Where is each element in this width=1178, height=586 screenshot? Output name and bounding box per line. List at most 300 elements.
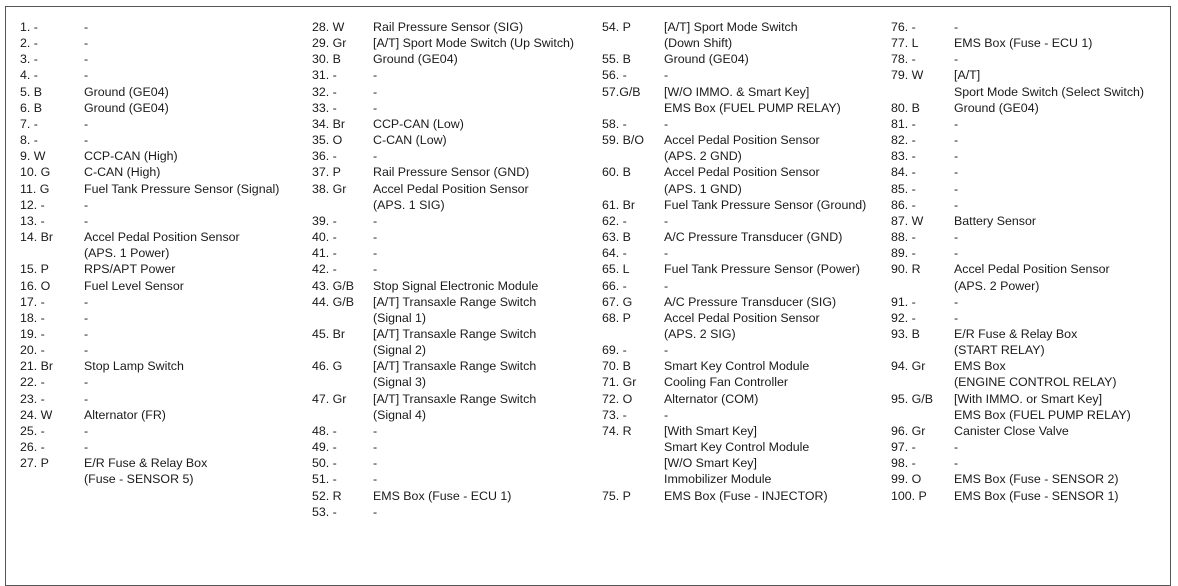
pin-number — [20, 245, 84, 261]
pin-row — [20, 342, 305, 358]
pin-description: - — [84, 20, 89, 34]
pin-row — [312, 439, 597, 455]
pin-number: 76. - — [891, 20, 916, 34]
pin-number: 83. - — [891, 149, 916, 164]
pin-row — [602, 278, 887, 294]
pin-column-4 — [891, 19, 1166, 504]
pin-number: 14. Br — [20, 230, 54, 245]
pin-row — [312, 407, 597, 423]
pin-number: 26. - — [20, 440, 45, 455]
pin-number: 9. W — [20, 149, 46, 164]
pin-row — [312, 358, 597, 374]
pin-description: [With IMMO. or Smart Key] — [954, 391, 1103, 406]
pin-row — [312, 310, 597, 326]
pin-number: 48. - — [312, 423, 337, 438]
pin-description: CCP-CAN (Low) — [373, 116, 464, 131]
pin-description: - — [84, 310, 89, 325]
pin-number — [891, 374, 954, 390]
pin-row — [602, 67, 887, 83]
pin-number: 60. B — [602, 165, 631, 180]
pin-description: Rail Pressure Sensor (GND) — [373, 165, 530, 180]
pin-row — [20, 35, 305, 51]
pin-row — [20, 310, 305, 326]
pin-table-frame — [5, 6, 1171, 586]
pin-number: 69. - — [602, 343, 627, 358]
pin-description: EMS Box (FUEL PUMP RELAY) — [954, 407, 1131, 422]
pin-description: - — [954, 197, 959, 212]
pin-description: - — [954, 165, 959, 180]
pin-description: - — [373, 262, 378, 277]
pin-number: 16. O — [20, 278, 51, 293]
pin-number: 94. Gr — [891, 359, 926, 374]
pin-row — [602, 164, 887, 180]
pin-row — [602, 51, 887, 67]
pin-column-3 — [602, 19, 887, 504]
pin-number: 97. - — [891, 440, 916, 455]
pin-number: 22. - — [20, 375, 45, 390]
pin-number: 12. - — [20, 197, 45, 212]
pin-number: 85. - — [891, 181, 916, 196]
pin-description: Stop Lamp Switch — [84, 359, 184, 374]
pin-row — [20, 261, 305, 277]
pin-description: Rail Pressure Sensor (SIG) — [373, 20, 524, 34]
pin-number: 44. G/B — [312, 294, 355, 309]
pin-description: (Fuse - SENSOR 5) — [84, 472, 194, 487]
pin-number: 50. - — [312, 456, 337, 471]
pin-number: 77. L — [891, 36, 919, 51]
pin-row — [20, 67, 305, 83]
pin-description: [With Smart Key] — [664, 423, 757, 438]
pin-description: - — [954, 456, 959, 471]
pin-row — [20, 374, 305, 390]
pin-row — [891, 358, 1166, 374]
pin-row — [602, 455, 887, 471]
pin-description: - — [664, 68, 669, 83]
pin-number: 82. - — [891, 133, 916, 148]
pin-description: Accel Pedal Position Sensor — [664, 133, 820, 148]
pin-row — [312, 471, 597, 487]
pin-number: 93. B — [891, 326, 920, 341]
pin-number: 54. P — [602, 20, 631, 34]
pin-number — [602, 326, 664, 342]
pin-row — [312, 374, 597, 390]
pin-description: - — [373, 456, 378, 471]
pin-number — [602, 455, 664, 471]
pin-row — [602, 197, 887, 213]
pin-row — [602, 358, 887, 374]
pin-description: - — [954, 310, 959, 325]
pin-description: [A/T] — [954, 68, 981, 83]
pin-description: - — [954, 230, 959, 245]
pin-row — [602, 471, 887, 487]
pin-description: (APS. 2 GND) — [664, 149, 742, 164]
pin-number: 41. - — [312, 246, 337, 261]
pin-description: Accel Pedal Position Sensor — [84, 230, 240, 245]
pin-description: Accel Pedal Position Sensor — [373, 181, 529, 196]
pin-description: - — [84, 326, 89, 341]
pin-description: - — [373, 440, 378, 455]
pin-row — [891, 116, 1166, 132]
pin-row — [891, 51, 1166, 67]
pin-row — [20, 423, 305, 439]
pin-row — [312, 19, 597, 35]
pin-description: - — [84, 213, 89, 228]
pin-number — [312, 310, 373, 326]
pin-row — [20, 51, 305, 67]
pin-row — [891, 197, 1166, 213]
pin-number: 63. B — [602, 230, 631, 245]
pin-row — [312, 326, 597, 342]
pin-description: [A/T] Transaxle Range Switch — [373, 326, 537, 341]
pin-number: 46. G — [312, 359, 343, 374]
pin-description: - — [664, 407, 669, 422]
pin-row — [891, 342, 1166, 358]
pin-row — [602, 84, 887, 100]
pin-row — [602, 181, 887, 197]
pin-number: 56. - — [602, 68, 627, 83]
pin-row — [20, 391, 305, 407]
pin-number: 80. B — [891, 100, 920, 115]
pin-number: 81. - — [891, 116, 916, 131]
pin-number: 87. W — [891, 213, 924, 228]
pin-number: 58. - — [602, 116, 627, 131]
pin-description: (Signal 2) — [373, 343, 427, 358]
pin-row — [602, 391, 887, 407]
pin-description: - — [954, 181, 959, 196]
pin-row — [20, 294, 305, 310]
pin-description: EMS Box (Fuse - SENSOR 2) — [954, 472, 1119, 487]
pin-number: 20. - — [20, 343, 45, 358]
pin-row — [20, 19, 305, 35]
pin-row — [20, 197, 305, 213]
pin-description: - — [954, 149, 959, 164]
pin-description: - — [664, 213, 669, 228]
pin-row — [312, 67, 597, 83]
pin-number — [602, 181, 664, 197]
pin-description: - — [373, 213, 378, 228]
pin-description: Stop Signal Electronic Module — [373, 278, 539, 293]
pin-row — [20, 116, 305, 132]
pin-description: Smart Key Control Module — [664, 359, 810, 374]
pin-row — [20, 229, 305, 245]
pin-description: Ground (GE04) — [664, 52, 749, 67]
pin-number: 96. Gr — [891, 423, 926, 438]
pin-number: 30. B — [312, 52, 341, 67]
pin-number: 84. - — [891, 165, 916, 180]
pin-row — [891, 294, 1166, 310]
pin-description: - — [84, 391, 89, 406]
pin-row — [891, 407, 1166, 423]
pin-row — [602, 245, 887, 261]
pin-number: 40. - — [312, 230, 337, 245]
pin-row — [20, 148, 305, 164]
pin-row — [891, 67, 1166, 83]
pin-row — [891, 229, 1166, 245]
pin-row — [20, 181, 305, 197]
pin-description: - — [84, 116, 89, 131]
pin-description: - — [664, 246, 669, 261]
pin-description: [A/T] Transaxle Range Switch — [373, 391, 537, 406]
pin-row — [891, 148, 1166, 164]
pin-description: Smart Key Control Module — [664, 440, 810, 455]
pin-description: Fuel Tank Pressure Sensor (Ground) — [664, 197, 867, 212]
pin-number: 59. B/O — [602, 133, 645, 148]
pin-number: 86. - — [891, 197, 916, 212]
pin-description: (APS. 1 Power) — [84, 246, 170, 261]
pin-description: (ENGINE CONTROL RELAY) — [954, 375, 1117, 390]
pin-row — [20, 358, 305, 374]
pin-column-1 — [20, 19, 305, 488]
pin-description: Fuel Tank Pressure Sensor (Power) — [664, 262, 861, 277]
pin-description: EMS Box (Fuse - INJECTOR) — [664, 488, 828, 503]
pin-description: Alternator (COM) — [664, 391, 759, 406]
pin-row — [20, 132, 305, 148]
pin-description: - — [84, 197, 89, 212]
pin-row — [891, 213, 1166, 229]
pin-number: 61. Br — [602, 197, 636, 212]
pin-number: 71. Gr — [602, 375, 637, 390]
pin-description: EMS Box (FUEL PUMP RELAY) — [664, 100, 841, 115]
pin-number: 74. R — [602, 423, 632, 438]
pin-row — [891, 164, 1166, 180]
pin-number: 4. - — [20, 68, 38, 83]
pin-number: 70. B — [602, 359, 631, 374]
pin-description: - — [954, 294, 959, 309]
pin-description: - — [84, 440, 89, 455]
pin-row — [312, 213, 597, 229]
pin-description: Cooling Fan Controller — [664, 375, 788, 390]
pin-description: EMS Box (Fuse - ECU 1) — [954, 36, 1093, 51]
pin-row — [312, 245, 597, 261]
pin-row — [891, 278, 1166, 294]
pin-row — [312, 132, 597, 148]
pin-number: 65. L — [602, 262, 630, 277]
pin-description: [A/T] Sport Mode Switch (Up Switch) — [373, 36, 575, 51]
pin-column-2 — [312, 19, 597, 520]
pin-description: Accel Pedal Position Sensor — [954, 262, 1110, 277]
pin-description: - — [373, 230, 378, 245]
pin-number: 28. W — [312, 20, 345, 34]
pin-number: 2. - — [20, 36, 38, 51]
pin-description: - — [84, 294, 89, 309]
pin-description: - — [954, 20, 959, 34]
pin-row — [20, 245, 305, 261]
pin-description: Ground (GE04) — [84, 100, 169, 115]
pin-row — [312, 423, 597, 439]
pin-row — [891, 245, 1166, 261]
pin-number: 79. W — [891, 68, 924, 83]
pin-description: Sport Mode Switch (Select Switch) — [954, 84, 1145, 99]
pin-number: 72. O — [602, 391, 633, 406]
pin-number — [602, 471, 664, 487]
pin-description: A/C Pressure Transducer (GND) — [664, 230, 843, 245]
pin-number: 90. R — [891, 262, 921, 277]
pin-row — [602, 116, 887, 132]
pin-description: (Down Shift) — [664, 36, 733, 51]
pin-number — [891, 407, 954, 423]
pin-row — [312, 181, 597, 197]
pin-number: 43. G/B — [312, 278, 355, 293]
pin-row — [602, 310, 887, 326]
pin-number: 35. O — [312, 133, 343, 148]
pin-row — [312, 164, 597, 180]
pin-row — [602, 213, 887, 229]
pin-description: - — [664, 116, 669, 131]
pin-number: 36. - — [312, 149, 337, 164]
pin-description: - — [373, 68, 378, 83]
pin-description: (Signal 3) — [373, 375, 427, 390]
pin-number: 78. - — [891, 52, 916, 67]
pin-row — [312, 455, 597, 471]
pin-number: 89. - — [891, 246, 916, 261]
pin-number: 24. W — [20, 407, 53, 422]
pin-number: 13. - — [20, 213, 45, 228]
pin-number: 51. - — [312, 472, 337, 487]
pin-row — [312, 51, 597, 67]
pin-description: - — [954, 440, 959, 455]
pin-description: Accel Pedal Position Sensor — [664, 165, 820, 180]
pin-description: (START RELAY) — [954, 343, 1045, 358]
pin-description: EMS Box (Fuse - SENSOR 1) — [954, 488, 1119, 503]
pin-row — [602, 488, 887, 504]
pin-row — [312, 488, 597, 504]
pin-description: - — [84, 68, 89, 83]
pin-description: E/R Fuse & Relay Box — [84, 456, 208, 471]
pin-row — [891, 326, 1166, 342]
pin-number: 67. G — [602, 294, 633, 309]
pin-number: 88. - — [891, 230, 916, 245]
pin-number: 98. - — [891, 456, 916, 471]
pin-description: [A/T] Transaxle Range Switch — [373, 359, 537, 374]
pin-row — [20, 455, 305, 471]
pin-description: EMS Box — [954, 359, 1006, 374]
pin-description: Ground (GE04) — [84, 84, 169, 99]
pin-number: 10. G — [20, 165, 51, 180]
pin-row — [20, 100, 305, 116]
pin-row — [602, 342, 887, 358]
pin-number — [20, 471, 84, 487]
pin-row — [891, 19, 1166, 35]
pin-description: - — [84, 343, 89, 358]
pin-description: (APS. 1 SIG) — [373, 197, 445, 212]
pin-number: 75. P — [602, 488, 631, 503]
pin-description: RPS/APT Power — [84, 262, 176, 277]
pin-number: 25. - — [20, 423, 45, 438]
pin-description: - — [373, 246, 378, 261]
pin-row — [20, 278, 305, 294]
pin-number: 7. - — [20, 116, 38, 131]
pin-number: 8. - — [20, 133, 38, 148]
pin-row — [602, 148, 887, 164]
pin-description: - — [373, 84, 378, 99]
pin-row — [312, 278, 597, 294]
pin-row — [20, 439, 305, 455]
pin-row — [602, 439, 887, 455]
pin-description: - — [84, 52, 89, 67]
pin-description: C-CAN (High) — [84, 165, 161, 180]
pin-row — [20, 326, 305, 342]
pin-row — [312, 197, 597, 213]
pin-description: [A/T] Sport Mode Switch — [664, 20, 798, 34]
pin-number — [312, 374, 373, 390]
pin-row — [312, 294, 597, 310]
pin-number: 45. Br — [312, 326, 346, 341]
pin-number: 47. Gr — [312, 391, 347, 406]
pin-description: Fuel Level Sensor — [84, 278, 184, 293]
pin-number: 34. Br — [312, 116, 346, 131]
pin-number: 5. B — [20, 84, 43, 99]
pin-number — [312, 197, 373, 213]
pin-row — [891, 261, 1166, 277]
pin-row — [602, 100, 887, 116]
pin-number: 100. P — [891, 488, 927, 503]
pin-number: 57.G/B — [602, 84, 641, 99]
pin-description: - — [373, 149, 378, 164]
pin-description: (Signal 1) — [373, 310, 427, 325]
pin-number: 11. G — [20, 181, 50, 196]
pin-description: - — [664, 343, 669, 358]
pin-number: 18. - — [20, 310, 45, 325]
pin-number — [602, 100, 664, 116]
pin-number: 49. - — [312, 440, 337, 455]
pin-description: [W/O Smart Key] — [664, 456, 757, 471]
pin-number: 31. - — [312, 68, 337, 83]
pin-description: C-CAN (Low) — [373, 133, 447, 148]
pin-row — [312, 100, 597, 116]
pin-number: 38. Gr — [312, 181, 347, 196]
pin-description: [A/T] Transaxle Range Switch — [373, 294, 537, 309]
pin-description: (Signal 4) — [373, 407, 427, 422]
pin-number — [891, 84, 954, 100]
pin-number — [602, 148, 664, 164]
pin-number: 52. R — [312, 488, 342, 503]
pin-number — [891, 342, 954, 358]
pin-row — [312, 342, 597, 358]
pin-row — [602, 261, 887, 277]
pin-row — [891, 391, 1166, 407]
pin-number — [312, 342, 373, 358]
pin-row — [891, 181, 1166, 197]
pin-description: Immobilizer Module — [664, 472, 772, 487]
pin-row — [891, 471, 1166, 487]
pin-number: 91. - — [891, 294, 916, 309]
pin-row — [891, 374, 1166, 390]
pin-description: [W/O IMMO. & Smart Key] — [664, 84, 810, 99]
pin-description: (APS. 2 SIG) — [664, 326, 736, 341]
pin-number: 1. - — [20, 20, 38, 34]
pin-row — [602, 407, 887, 423]
pin-description: - — [373, 472, 378, 487]
pin-row — [602, 374, 887, 390]
pin-number: 55. B — [602, 52, 631, 67]
pin-description: - — [954, 133, 959, 148]
pin-row — [20, 164, 305, 180]
pin-row — [312, 391, 597, 407]
pin-description: A/C Pressure Transducer (SIG) — [664, 294, 837, 309]
pin-description: Accel Pedal Position Sensor — [664, 310, 820, 325]
pin-number — [891, 278, 954, 294]
pin-row — [602, 35, 887, 51]
pin-row — [312, 261, 597, 277]
pin-description: (APS. 1 GND) — [664, 181, 742, 196]
pin-number: 27. P — [20, 456, 49, 471]
pin-row — [602, 19, 887, 35]
pin-number: 73. - — [602, 407, 627, 422]
pin-description: EMS Box (Fuse - ECU 1) — [373, 488, 512, 503]
pin-number: 29. Gr — [312, 36, 347, 51]
pin-number: 92. - — [891, 310, 916, 325]
pin-row — [312, 35, 597, 51]
